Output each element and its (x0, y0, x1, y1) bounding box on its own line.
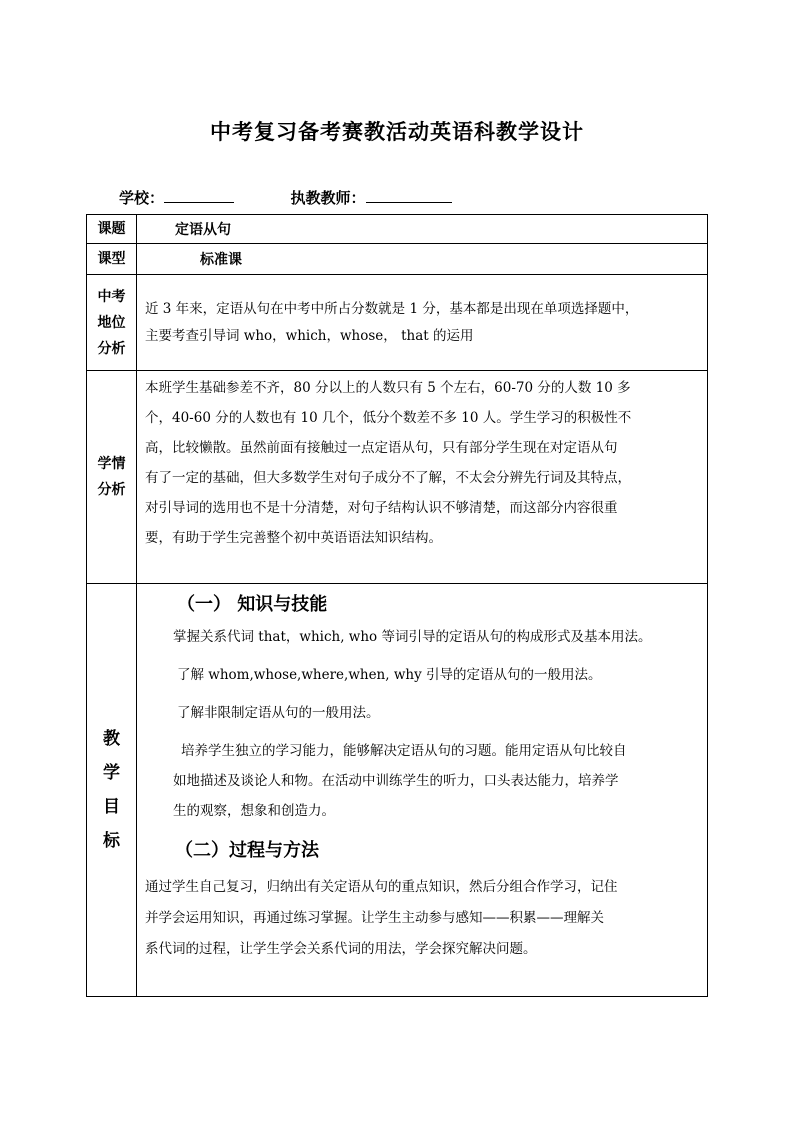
status-label-line: 分析 (97, 340, 126, 357)
section-process-heading: （二）过程与方法 (175, 840, 319, 861)
students-label-line: 分析 (97, 482, 126, 498)
header-fields (119, 187, 452, 208)
type-cell (137, 244, 708, 275)
status-line: 近 3 年来，定语从句在中考中所占分数就是 1 分，基本都是出现在单项选择题中， (145, 300, 639, 317)
goals-content (137, 584, 708, 997)
type-value: 标准课 (200, 252, 242, 268)
status-label (87, 275, 137, 371)
students-line: 要，有助于学生完善整个初中英语语法知识结构。 (145, 530, 442, 546)
students-label-line: 学情 (97, 456, 126, 472)
goal-item: 掌握关系代词 that，which, who 等词引导的定语从句的构成形式及基本用法。 (173, 629, 652, 645)
students-line: 有了一定的基础，但大多数学生对句子成分不了解，不太会分辨先行词及其特点， (145, 470, 631, 486)
goals-label-char: 学 (103, 763, 120, 783)
goals-label-char: 目 (103, 797, 120, 817)
goal-item: 了解 whom,whose,where,when, why 引导的定语从句的一般用法。 (177, 667, 602, 683)
goals-label-char: 标 (103, 831, 120, 851)
row-students (87, 371, 708, 584)
lesson-plan-table (86, 214, 708, 997)
status-label-line: 中考 (97, 288, 126, 305)
goal-item: 培养学生独立的学习能力，能够解决定语从句的习题。能用定语从句比较自 (181, 743, 627, 759)
status-content (137, 275, 708, 371)
row-topic (87, 215, 708, 244)
teacher-blank (366, 188, 452, 203)
status-line: 主要考查引导词 who，which，whose， that 的运用 (145, 327, 474, 344)
status-label-line: 地位 (97, 314, 126, 331)
goal-item-cont: 如地描述及谈论人和物。在活动中训练学生的听力，口头表达能力，培养学 (173, 773, 619, 789)
topic-value: 定语从句 (175, 222, 231, 238)
topic-cell (137, 215, 708, 244)
row-type (87, 244, 708, 275)
students-line: 本班学生基础参差不齐，80 分以上的人数只有 5 个左右，60-70 分的人数 10 多 (145, 380, 631, 396)
school-label: 学校： (119, 189, 165, 207)
section-knowledge-heading: （一） 知识与技能 (177, 594, 328, 615)
row-status (87, 275, 708, 371)
topic-label: 课题 (87, 215, 137, 244)
row-goals (87, 584, 708, 997)
goal-item: 了解非限制定语从句的一般用法。 (177, 705, 380, 721)
process-line: 并学会运用知识，再通过练习掌握。让学生主动参与感知——积累——理解关 (145, 910, 604, 926)
teacher-label: 执教教师： (290, 189, 366, 207)
students-line: 高，比较懒散。虽然前面有接触过一点定语从句，只有部分学生现在对定语从句 (145, 440, 618, 456)
process-line: 通过学生自己复习，归纳出有关定语从句的重点知识，然后分组合作学习，记住 (145, 879, 618, 895)
goal-item-cont: 生的观察，想象和创造力。 (173, 803, 335, 819)
process-line: 系代词的过程，让学生学会关系代词的用法，学会探究解决问题。 (145, 941, 537, 957)
goals-label-char: 教 (103, 729, 120, 749)
students-label (87, 371, 137, 584)
students-content (137, 371, 708, 584)
students-line: 个，40-60 分的人数也有 10 几个，低分个数差不多 10 人。学生学习的积极性不 (145, 410, 632, 426)
document-title: 中考复习备考赛教活动英语科教学设计 (210, 120, 584, 144)
students-line: 对引导词的选用也不是十分清楚，对句子结构认识不够清楚，而这部分内容很重 (145, 500, 618, 516)
goals-label (87, 584, 137, 997)
school-blank (164, 188, 234, 203)
type-label: 课型 (87, 244, 137, 275)
